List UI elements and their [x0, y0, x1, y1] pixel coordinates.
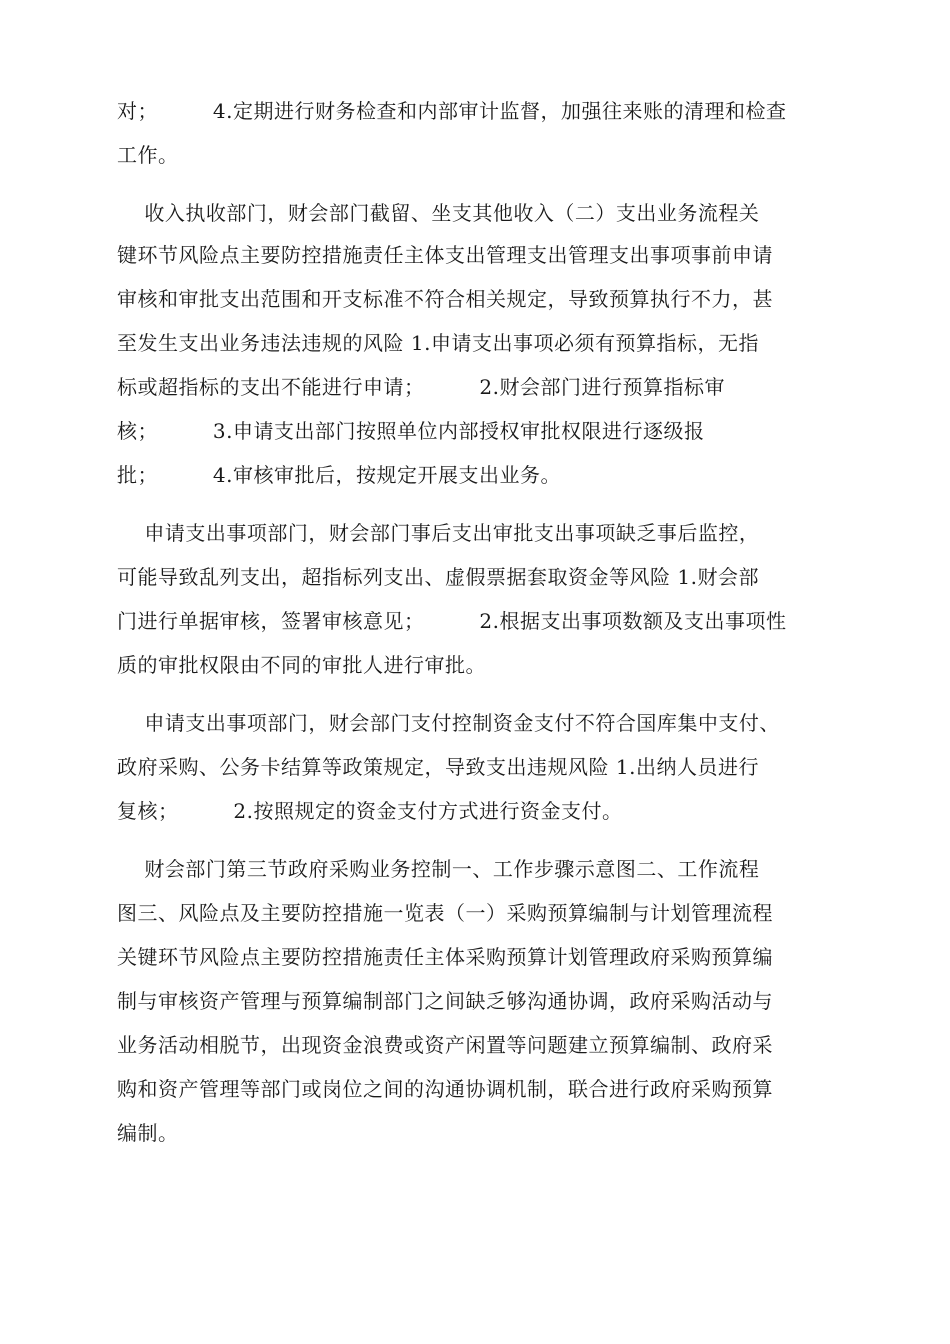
text-line: 键环节风险点主要防控措施责任主体支出管理支出管理支出事项事前申请 [117, 243, 773, 267]
text-line: 批； 4.审核审批后，按规定开展支出业务。 [117, 463, 561, 487]
text-line: 工作。 [117, 143, 179, 167]
text-line: 业务活动相脱节，出现资金浪费或资产闲置等问题建立预算编制、政府采 [117, 1033, 773, 1057]
text-line: 复核； 2.按照规定的资金支付方式进行资金支付。 [117, 799, 623, 823]
text-line: 政府采购、公务卡结算等政策规定，导致支出违规风险 1.出纳人员进行 [117, 755, 759, 779]
text-line: 标或超指标的支出不能进行申请； 2.财会部门进行预算指标审 [117, 375, 725, 399]
text-line: 可能导致乱列支出，超指标列支出、虚假票据套取资金等风险 1.财会部 [117, 565, 759, 589]
text-line: 申请支出事项部门，财会部门支付控制资金支付不符合国库集中支付、 [117, 711, 780, 735]
text-line: 收入执收部门，财会部门截留、坐支其他收入（二）支出业务流程关 [117, 201, 760, 225]
text-line: 申请支出事项部门，财会部门事后支出审批支出事项缺乏事后监控， [117, 521, 760, 545]
text-line: 财会部门第三节政府采购业务控制一、工作步骤示意图二、工作流程 [117, 857, 760, 881]
text-line: 对； 4.定期进行财务检查和内部审计监督，加强往来账的清理和检查 [117, 99, 787, 123]
text-line: 核； 3.申请支出部门按照单位内部授权审批权限进行逐级报 [117, 419, 705, 443]
text-line: 审核和审批支出范围和开支标准不符合相关规定，导致预算执行不力，甚 [117, 287, 773, 311]
text-line: 制与审核资产管理与预算编制部门之间缺乏够沟通协调，政府采购活动与 [117, 989, 773, 1013]
text-line: 门进行单据审核，签署审核意见； 2.根据支出事项数额及支出事项性 [117, 609, 787, 633]
text-line: 编制。 [117, 1121, 179, 1145]
text-line: 关键环节风险点主要防控措施责任主体采购预算计划管理政府采购预算编 [117, 945, 773, 969]
text-line: 购和资产管理等部门或岗位之间的沟通协调机制，联合进行政府采购预算 [117, 1077, 773, 1101]
text-line: 质的审批权限由不同的审批人进行审批。 [117, 653, 486, 677]
text-line: 至发生支出业务违法违规的风险 1.申请支出事项必须有预算指标，无指 [117, 331, 759, 355]
text-line: 图三、风险点及主要防控措施一览表（一）采购预算编制与计划管理流程 [117, 901, 773, 925]
